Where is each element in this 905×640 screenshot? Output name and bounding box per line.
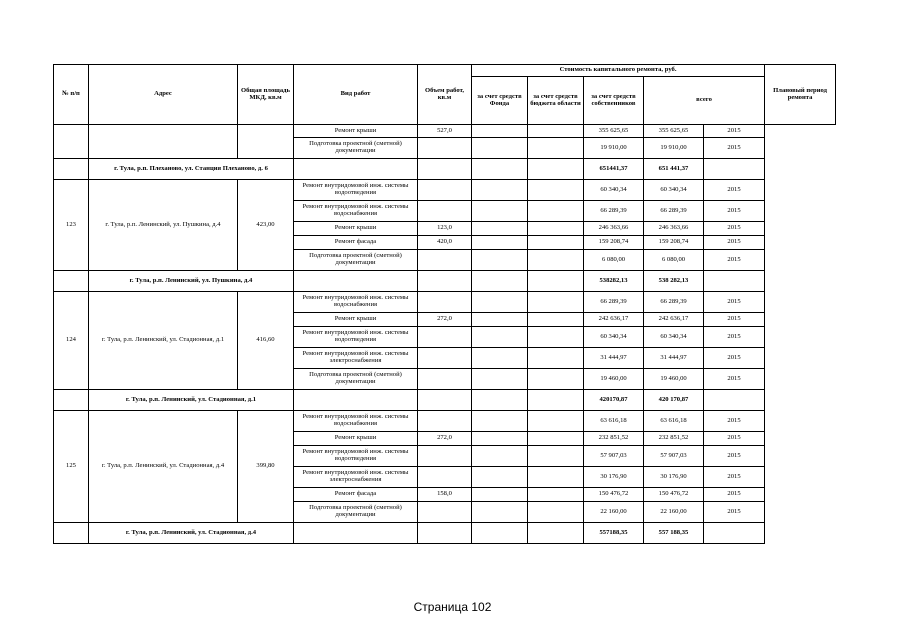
period-cell: 2015 (704, 446, 765, 467)
budget-cell (528, 180, 584, 201)
volume-cell: 158,0 (418, 488, 472, 502)
header-address: Адрес (89, 65, 238, 125)
owners-cell: 22 160,00 (584, 502, 644, 523)
fund-cell (472, 488, 528, 502)
work-type-cell (294, 523, 418, 544)
header-budget: за счет средств бюджета области (528, 77, 584, 125)
fund-cell (472, 446, 528, 467)
fund-cell (472, 159, 528, 180)
owners-cell: 150 476,72 (584, 488, 644, 502)
total-cell: 246 363,66 (644, 222, 704, 236)
period-cell (704, 390, 765, 411)
period-cell: 2015 (704, 502, 765, 523)
fund-cell (472, 390, 528, 411)
work-type-cell: Ремонт крыши (294, 125, 418, 138)
budget-cell (528, 125, 584, 138)
owners-cell: 232 851,52 (584, 432, 644, 446)
address-cell: г. Тула, р.п. Ленинский, ул. Пушкина, д.4 (89, 180, 238, 271)
owners-cell: 30 176,90 (584, 467, 644, 488)
fund-cell (472, 271, 528, 292)
total-cell: 66 289,39 (644, 292, 704, 313)
num-cell (54, 390, 89, 411)
volume-cell (418, 390, 472, 411)
subtotal-owners-cell: 420170,87 (584, 390, 644, 411)
fund-cell (472, 369, 528, 390)
volume-cell (418, 369, 472, 390)
volume-cell: 420,0 (418, 236, 472, 250)
fund-cell (472, 411, 528, 432)
owners-cell: 31 444,97 (584, 348, 644, 369)
num-cell: 125 (54, 411, 89, 523)
num-cell (54, 159, 89, 180)
total-cell: 60 340,34 (644, 180, 704, 201)
owners-cell: 246 363,66 (584, 222, 644, 236)
work-type-cell: Ремонт внутридомовой инж. системы водоснабжения (294, 201, 418, 222)
work-type-cell (294, 390, 418, 411)
budget-cell (528, 159, 584, 180)
area-cell: 399,80 (238, 411, 294, 523)
budget-cell (528, 369, 584, 390)
period-cell: 2015 (704, 292, 765, 313)
owners-cell: 66 289,39 (584, 292, 644, 313)
subtotal-total-cell: 651 441,37 (644, 159, 704, 180)
period-cell: 2015 (704, 222, 765, 236)
work-type-cell: Ремонт крыши (294, 222, 418, 236)
work-type-cell: Ремонт внутридомовой инж. системы электроснабжения (294, 467, 418, 488)
volume-cell (418, 271, 472, 292)
total-cell: 22 160,00 (644, 502, 704, 523)
budget-cell (528, 411, 584, 432)
address-cell: г. Тула, р.п. Ленинский, ул. Стадионная, д.1 (89, 292, 238, 390)
fund-cell (472, 201, 528, 222)
owners-cell: 60 340,34 (584, 327, 644, 348)
subtotal-owners-cell: 557188,35 (584, 523, 644, 544)
volume-cell (418, 250, 472, 271)
volume-cell: 272,0 (418, 432, 472, 446)
header-fund: за счет средств Фонда (472, 77, 528, 125)
budget-cell (528, 250, 584, 271)
owners-cell: 19 910,00 (584, 138, 644, 159)
period-cell: 2015 (704, 467, 765, 488)
header-num: № п/п (54, 65, 89, 125)
budget-cell (528, 488, 584, 502)
header-owners: за счет средств собственников (584, 77, 644, 125)
fund-cell (472, 236, 528, 250)
owners-cell: 63 616,18 (584, 411, 644, 432)
work-type-cell: Ремонт внутридомовой инж. системы водоснабжения (294, 411, 418, 432)
header-cost-group: Стоимость капитального ремонта, руб. (472, 65, 765, 77)
volume-cell: 123,0 (418, 222, 472, 236)
volume-cell (418, 180, 472, 201)
volume-cell (418, 411, 472, 432)
work-type-cell: Подготовка проектной (сметной) документации (294, 250, 418, 271)
table-row (54, 411, 836, 432)
volume-cell (418, 292, 472, 313)
volume-cell (418, 502, 472, 523)
total-cell: 19 460,00 (644, 369, 704, 390)
owners-cell: 159 208,74 (584, 236, 644, 250)
subtotal-total-cell: 557 188,35 (644, 523, 704, 544)
period-cell: 2015 (704, 180, 765, 201)
budget-cell (528, 523, 584, 544)
total-cell: 63 616,18 (644, 411, 704, 432)
work-type-cell: Ремонт фасада (294, 488, 418, 502)
owners-cell: 66 289,39 (584, 201, 644, 222)
period-cell: 2015 (704, 488, 765, 502)
table-row (54, 180, 836, 201)
total-cell: 242 636,17 (644, 313, 704, 327)
fund-cell (472, 467, 528, 488)
budget-cell (528, 467, 584, 488)
fund-cell (472, 313, 528, 327)
volume-cell (418, 138, 472, 159)
fund-cell (472, 180, 528, 201)
fund-cell (472, 327, 528, 348)
total-cell: 30 176,90 (644, 467, 704, 488)
owners-cell: 57 907,03 (584, 446, 644, 467)
budget-cell (528, 313, 584, 327)
budget-cell (528, 201, 584, 222)
table-row (54, 125, 836, 138)
work-type-cell: Подготовка проектной (сметной) документации (294, 369, 418, 390)
period-cell: 2015 (704, 236, 765, 250)
work-type-cell (294, 271, 418, 292)
fund-cell (472, 250, 528, 271)
subtotal-owners-cell: 651441,37 (584, 159, 644, 180)
work-type-cell: Ремонт крыши (294, 313, 418, 327)
volume-cell: 272,0 (418, 313, 472, 327)
owners-cell: 60 340,34 (584, 180, 644, 201)
total-cell: 150 476,72 (644, 488, 704, 502)
subtotal-owners-cell: 538282,13 (584, 271, 644, 292)
header-volume: Объем работ, кв.м (418, 65, 472, 125)
budget-cell (528, 446, 584, 467)
volume-cell (418, 348, 472, 369)
volume-cell (418, 159, 472, 180)
address-cell (89, 125, 238, 159)
total-cell: 31 444,97 (644, 348, 704, 369)
fund-cell (472, 125, 528, 138)
budget-cell (528, 390, 584, 411)
budget-cell (528, 502, 584, 523)
num-cell: 124 (54, 292, 89, 390)
fund-cell (472, 432, 528, 446)
period-cell: 2015 (704, 313, 765, 327)
total-cell: 6 080,00 (644, 250, 704, 271)
table-row (54, 292, 836, 313)
volume-cell (418, 467, 472, 488)
work-type-cell: Ремонт внутридомовой инж. системы водоотведения (294, 180, 418, 201)
period-cell: 2015 (704, 201, 765, 222)
work-type-cell: Ремонт внутридомовой инж. системы водоотведения (294, 327, 418, 348)
page-number: Страница 102 (413, 600, 492, 614)
budget-cell (528, 292, 584, 313)
num-cell (54, 523, 89, 544)
period-cell: 2015 (704, 250, 765, 271)
total-cell: 355 625,65 (644, 125, 704, 138)
work-type-cell: Подготовка проектной (сметной) документации (294, 138, 418, 159)
header-area: Общая площадь МКД, кв.м (238, 65, 294, 125)
budget-cell (528, 348, 584, 369)
subtotal-row (54, 390, 836, 411)
subtotal-row (54, 159, 836, 180)
volume-cell (418, 446, 472, 467)
owners-cell: 6 080,00 (584, 250, 644, 271)
work-type-cell: Ремонт фасада (294, 236, 418, 250)
total-cell: 159 208,74 (644, 236, 704, 250)
work-type-cell: Ремонт внутридомовой инж. системы электроснабжения (294, 348, 418, 369)
work-type-cell: Ремонт крыши (294, 432, 418, 446)
total-cell: 57 907,03 (644, 446, 704, 467)
fund-cell (472, 222, 528, 236)
address-cell: г. Тула, р.п. Ленинский, ул. Стадионная, д.4 (89, 411, 238, 523)
budget-cell (528, 138, 584, 159)
period-cell (704, 159, 765, 180)
period-cell: 2015 (704, 327, 765, 348)
subtotal-address-cell: г. Тула, р.п. Ленинский, ул. Пушкина, д.4 (89, 271, 294, 292)
subtotal-address-cell: г. Тула, р.п. Плеханово, ул. Станция Плеханово, д. 6 (89, 159, 294, 180)
period-cell: 2015 (704, 369, 765, 390)
volume-cell (418, 327, 472, 348)
budget-cell (528, 236, 584, 250)
num-cell (54, 125, 89, 159)
work-type-cell: Ремонт внутридомовой инж. системы водоотведения (294, 446, 418, 467)
total-cell: 19 910,00 (644, 138, 704, 159)
period-cell (704, 271, 765, 292)
period-cell: 2015 (704, 125, 765, 138)
subtotal-row (54, 271, 836, 292)
owners-cell: 355 625,65 (584, 125, 644, 138)
budget-cell (528, 327, 584, 348)
period-cell: 2015 (704, 432, 765, 446)
subtotal-total-cell: 538 282,13 (644, 271, 704, 292)
period-cell: 2015 (704, 138, 765, 159)
num-cell (54, 271, 89, 292)
header-total: всего (644, 77, 765, 125)
budget-cell (528, 222, 584, 236)
header-period: Плановый период ремонта (765, 65, 836, 125)
fund-cell (472, 523, 528, 544)
fund-cell (472, 292, 528, 313)
volume-cell (418, 523, 472, 544)
owners-cell: 242 636,17 (584, 313, 644, 327)
period-cell: 2015 (704, 411, 765, 432)
budget-cell (528, 271, 584, 292)
fund-cell (472, 138, 528, 159)
header-work-type: Вид работ (294, 65, 418, 125)
area-cell: 423,00 (238, 180, 294, 271)
subtotal-address-cell: г. Тула, р.п. Ленинский, ул. Стадионная, д.1 (89, 390, 294, 411)
total-cell: 232 851,52 (644, 432, 704, 446)
subtotal-row (54, 523, 836, 544)
total-cell: 66 289,39 (644, 201, 704, 222)
area-cell: 416,60 (238, 292, 294, 390)
subtotal-address-cell: г. Тула, р.п. Ленинский, ул. Стадионная, д.4 (89, 523, 294, 544)
budget-cell (528, 432, 584, 446)
work-type-cell: Ремонт внутридомовой инж. системы водоснабжения (294, 292, 418, 313)
period-cell: 2015 (704, 348, 765, 369)
area-cell (238, 125, 294, 159)
volume-cell (418, 201, 472, 222)
total-cell: 60 340,34 (644, 327, 704, 348)
fund-cell (472, 502, 528, 523)
num-cell: 123 (54, 180, 89, 271)
owners-cell: 19 460,00 (584, 369, 644, 390)
period-cell (704, 523, 765, 544)
work-type-cell: Подготовка проектной (сметной) документации (294, 502, 418, 523)
fund-cell (472, 348, 528, 369)
subtotal-total-cell: 420 170,87 (644, 390, 704, 411)
work-type-cell (294, 159, 418, 180)
volume-cell: 527,0 (418, 125, 472, 138)
repair-schedule-table (53, 64, 836, 544)
